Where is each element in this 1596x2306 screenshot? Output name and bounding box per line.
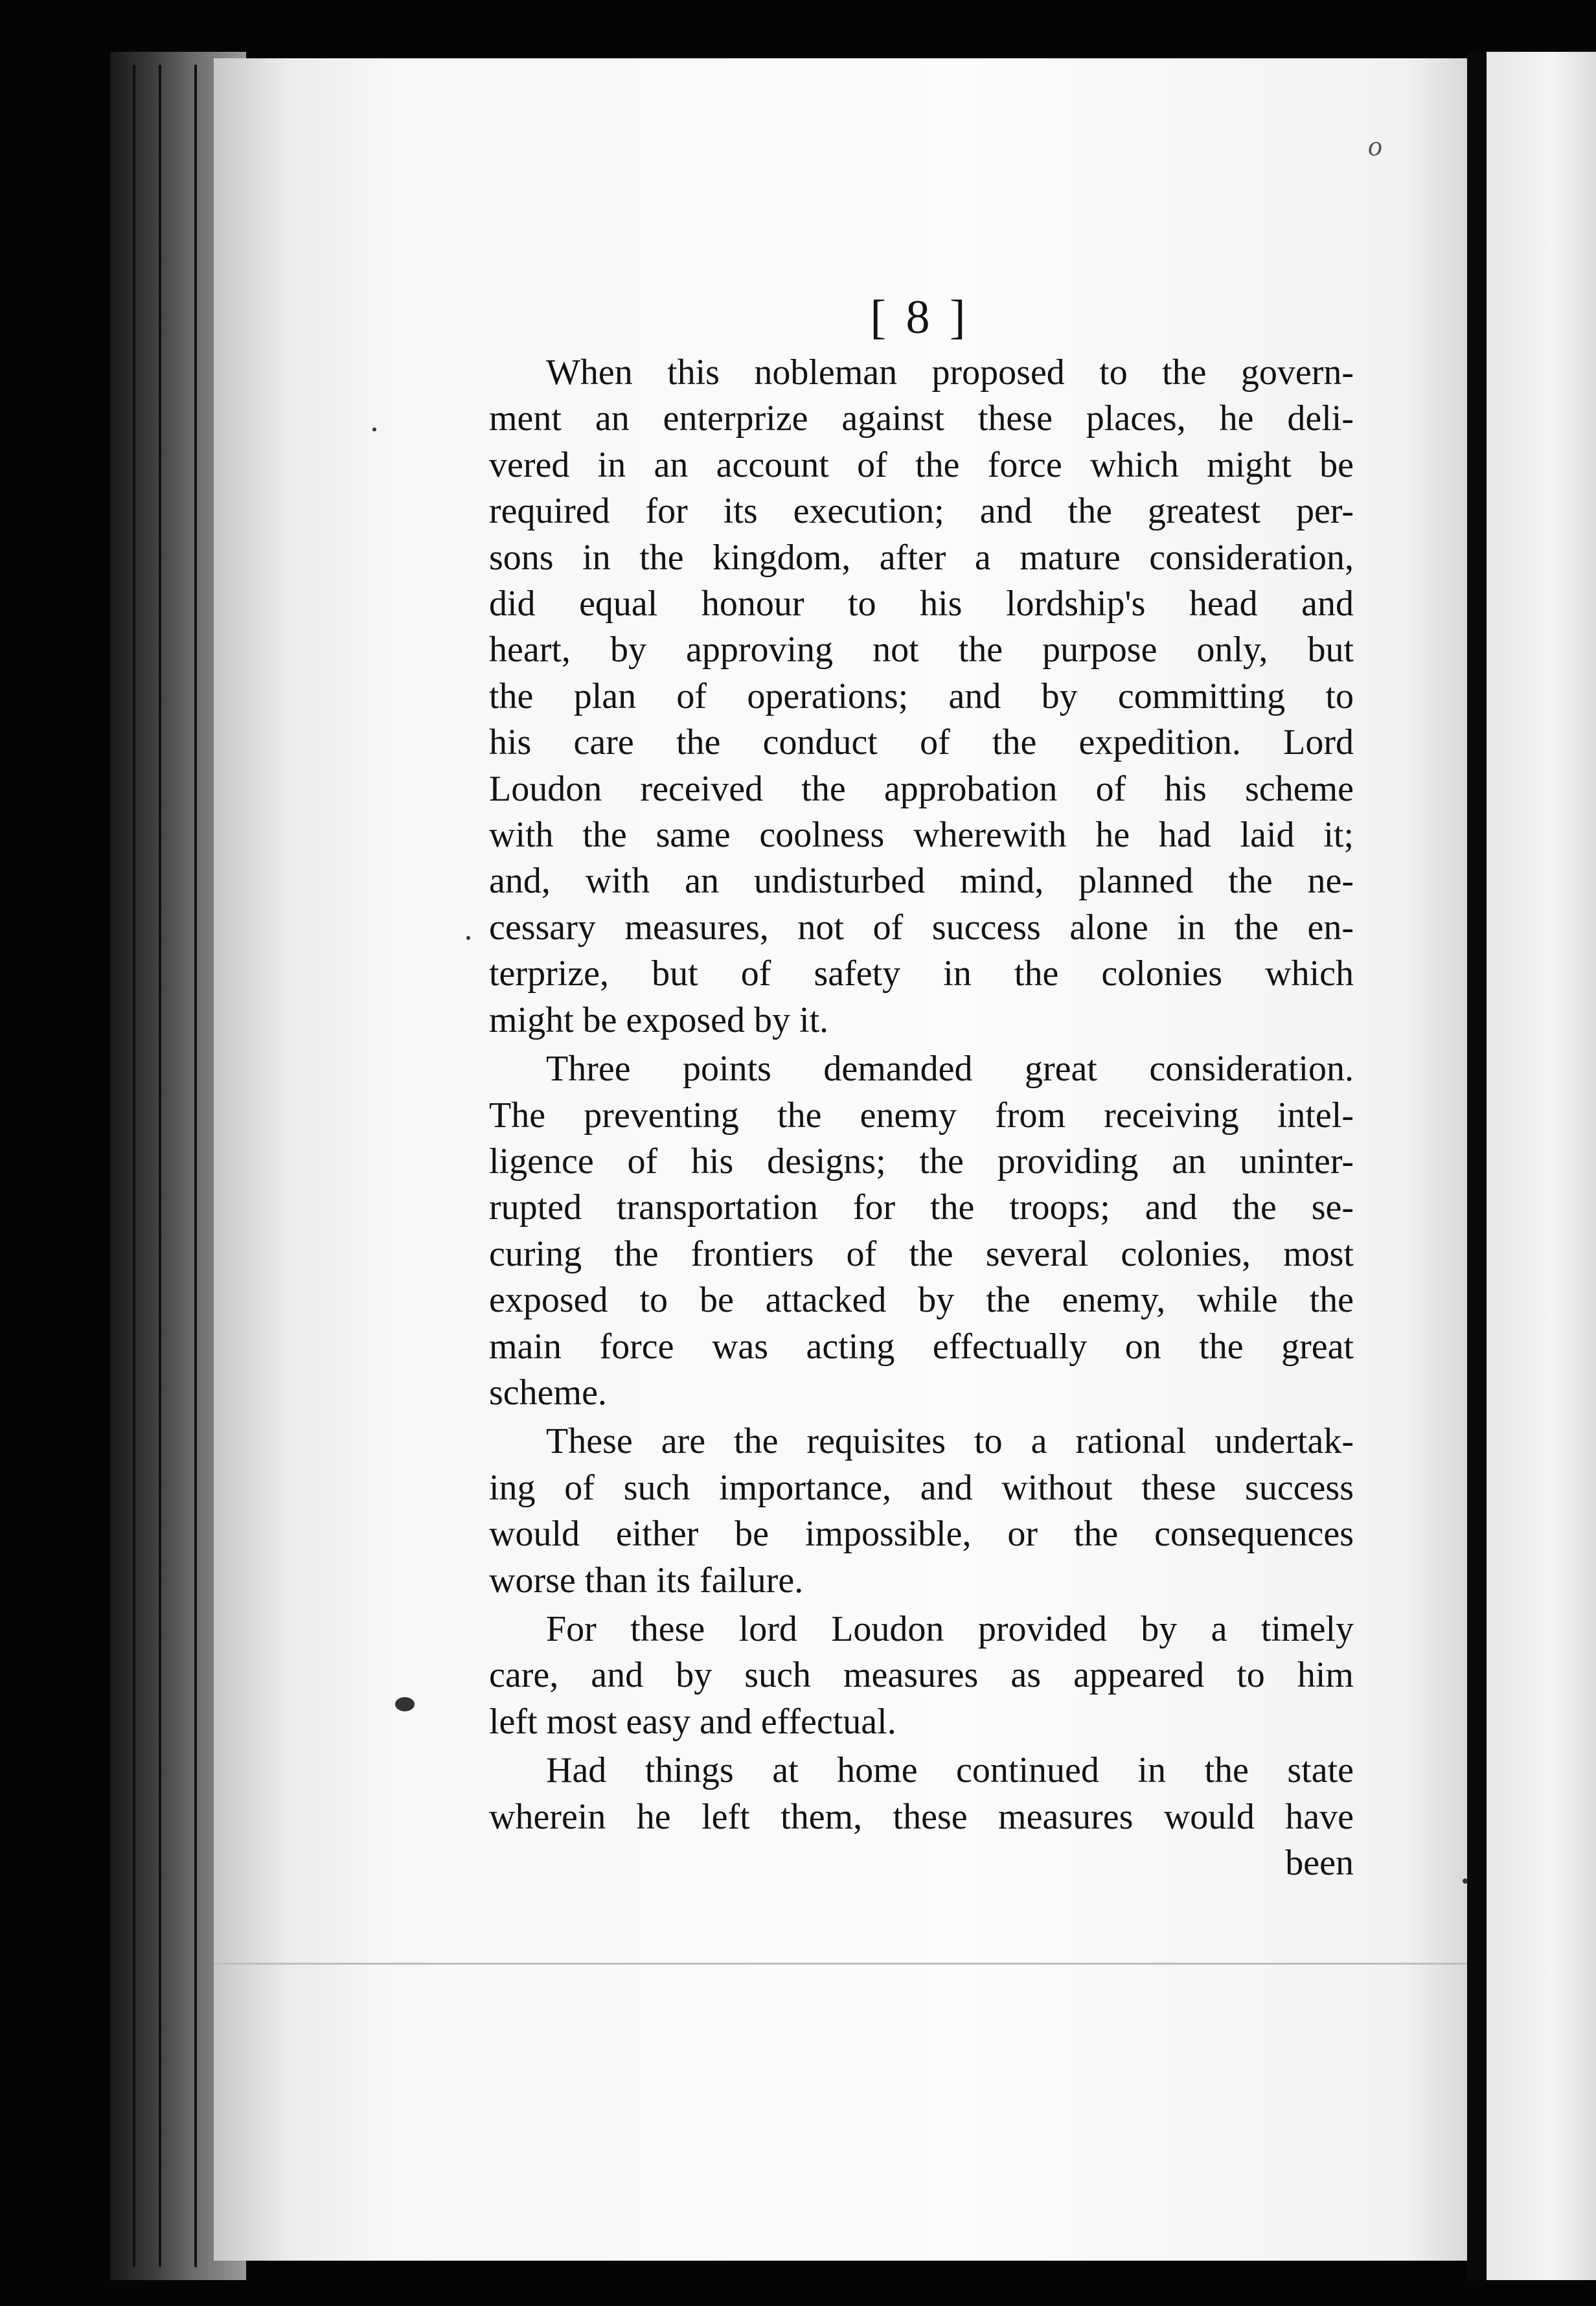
text-line: main force was acting effectually on the great bbox=[489, 1326, 1354, 1367]
paragraph-2 bbox=[489, 1046, 1354, 1416]
text-line: scheme. bbox=[489, 1372, 607, 1413]
paragraph-1 bbox=[489, 350, 1354, 1044]
text-line: rupted transportation for the troops; and the se- bbox=[489, 1187, 1354, 1228]
catchword: been bbox=[1285, 1843, 1354, 1883]
page-number: [ 8 ] bbox=[870, 291, 970, 344]
binding-line bbox=[159, 65, 161, 2267]
text-line: cessary measures, not of success alone in the en- bbox=[489, 907, 1354, 948]
text-line: Loudon received the approbation of his scheme bbox=[489, 768, 1354, 809]
ink-blot bbox=[395, 1697, 415, 1711]
text-line: with the same coolness wherewith he had laid it; bbox=[489, 815, 1354, 856]
paragraph-4 bbox=[489, 1606, 1354, 1745]
text-line: terprize, but of safety in the colonies which bbox=[489, 953, 1354, 994]
text-line: ing of such importance, and without these success bbox=[489, 1467, 1354, 1508]
paragraph-5 bbox=[489, 1748, 1354, 1886]
text-line: did equal honour to his lordship's head and bbox=[489, 584, 1354, 624]
text-line: exposed to be attacked by the enemy, while the bbox=[489, 1280, 1354, 1321]
ink-speck bbox=[466, 936, 470, 940]
text-line: required for its execution; and the greatest per- bbox=[489, 491, 1354, 532]
text-line: When this nobleman proposed to the govern- bbox=[546, 352, 1354, 393]
text-line: The preventing the enemy from receiving intel- bbox=[489, 1095, 1354, 1136]
text-line: Three points demanded great consideration. bbox=[546, 1049, 1354, 1090]
ink-speck bbox=[1463, 1878, 1468, 1884]
text-line: These are the requisites to a rational undertak- bbox=[546, 1421, 1354, 1462]
text-line: might be exposed by it. bbox=[489, 999, 829, 1040]
text-line: left most easy and effectual. bbox=[489, 1701, 896, 1742]
page-rule-line bbox=[214, 1963, 1467, 1965]
binding-line bbox=[133, 65, 135, 2267]
ink-speck bbox=[372, 428, 376, 431]
text-line: and, with an undisturbed mind, planned the ne- bbox=[489, 861, 1354, 902]
text-line: heart, by approving not the purpose only, but bbox=[489, 630, 1354, 670]
text-line: ligence of his designs; the providing an uninter- bbox=[489, 1141, 1354, 1182]
text-line: his care the conduct of the expedition. Lord bbox=[489, 722, 1354, 763]
text-line: Had things at home continued in the state bbox=[546, 1750, 1354, 1791]
corner-mark: o bbox=[1368, 130, 1382, 162]
paragraph-3 bbox=[489, 1419, 1354, 1604]
text-line: worse than its failure. bbox=[489, 1560, 804, 1601]
text-line: care, and by such measures as appeared to him bbox=[489, 1655, 1354, 1696]
text-line: curing the frontiers of the several colonies, most bbox=[489, 1233, 1354, 1274]
facing-page-edge bbox=[1487, 52, 1596, 2280]
text-line: vered in an account of the force which might be bbox=[489, 444, 1354, 485]
binding-line bbox=[194, 65, 197, 2267]
text-line: sons in the kingdom, after a mature consideration, bbox=[489, 537, 1354, 578]
page-edge-dark bbox=[1467, 52, 1487, 2280]
text-line: would either be impossible, or the consequences bbox=[489, 1514, 1354, 1555]
text-line: ment an enterprize against these places, he deli- bbox=[489, 398, 1354, 439]
body-text bbox=[489, 350, 1354, 1889]
text-line: the plan of operations; and by committing to bbox=[489, 676, 1354, 716]
text-line: wherein he left them, these measures would have bbox=[489, 1796, 1354, 1837]
text-line: For these lord Loudon provided by a timely bbox=[546, 1608, 1354, 1649]
